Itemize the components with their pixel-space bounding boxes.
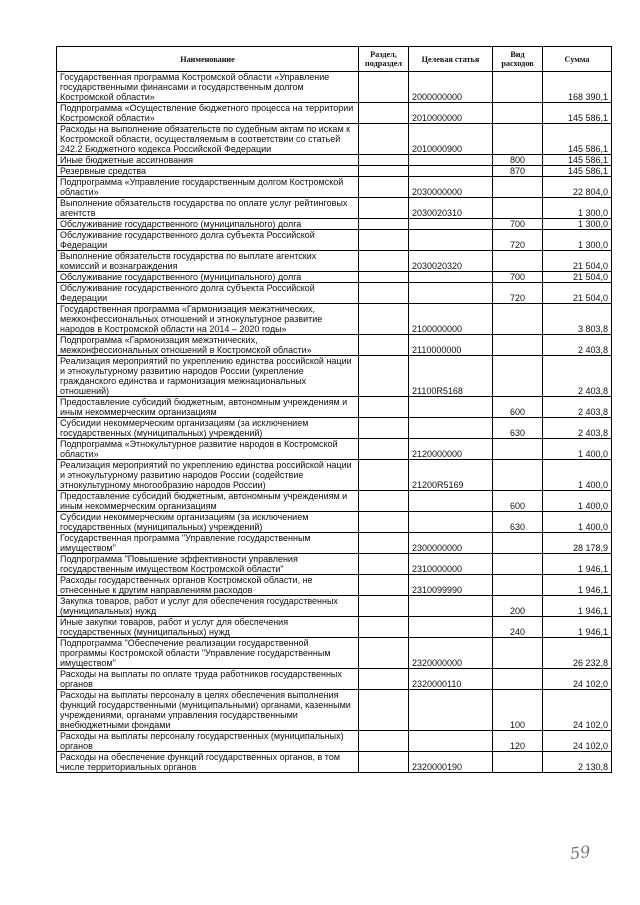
row-target bbox=[409, 418, 493, 439]
header-target: Целевая статья bbox=[409, 47, 493, 72]
row-target: 2320000190 bbox=[409, 752, 493, 773]
table-row bbox=[57, 596, 612, 617]
row-target: 2110000000 bbox=[409, 335, 493, 356]
row-name: Государственная программа "Управление государственным имуществом" bbox=[57, 533, 359, 554]
row-section bbox=[359, 731, 409, 752]
row-sum: 2 403,8 bbox=[543, 335, 612, 356]
row-kind: 700 bbox=[493, 219, 543, 230]
row-name: Расходы государственных органов Костромской области, не отнесенные к другим направлениям расходов bbox=[57, 575, 359, 596]
row-kind bbox=[493, 575, 543, 596]
row-sum: 2 130,8 bbox=[543, 752, 612, 773]
row-sum: 1 300,0 bbox=[543, 198, 612, 219]
row-section bbox=[359, 512, 409, 533]
table-row bbox=[57, 198, 612, 219]
table-row bbox=[57, 124, 612, 155]
row-kind bbox=[493, 752, 543, 773]
row-sum: 1 400,0 bbox=[543, 439, 612, 460]
row-section bbox=[359, 690, 409, 731]
row-name: Обслуживание государственного долга субъекта Российской Федерации bbox=[57, 230, 359, 251]
row-section bbox=[359, 272, 409, 283]
row-section bbox=[359, 575, 409, 596]
table-row bbox=[57, 575, 612, 596]
table-row bbox=[57, 356, 612, 397]
row-kind bbox=[493, 124, 543, 155]
row-name: Выполнение обязательств государства по оплате услуг рейтинговых агентств bbox=[57, 198, 359, 219]
row-sum: 1 946,1 bbox=[543, 575, 612, 596]
row-section bbox=[359, 72, 409, 103]
row-kind bbox=[493, 177, 543, 198]
table-row bbox=[57, 669, 612, 690]
row-sum: 21 504,0 bbox=[543, 251, 612, 272]
row-kind: 720 bbox=[493, 283, 543, 304]
row-sum: 145 586,1 bbox=[543, 155, 612, 166]
row-kind: 200 bbox=[493, 596, 543, 617]
row-kind: 700 bbox=[493, 272, 543, 283]
row-name: Иные закупки товаров, работ и услуг для обеспечения государственных (муниципальных) нужд bbox=[57, 617, 359, 638]
row-target bbox=[409, 596, 493, 617]
row-name: Иные бюджетные ассигнования bbox=[57, 155, 359, 166]
table-row bbox=[57, 251, 612, 272]
table-row bbox=[57, 533, 612, 554]
row-name: Расходы на выплаты по оплате труда работников государственных органов bbox=[57, 669, 359, 690]
table-row bbox=[57, 72, 612, 103]
row-target bbox=[409, 283, 493, 304]
row-target: 2320000000 bbox=[409, 638, 493, 669]
row-section bbox=[359, 418, 409, 439]
row-section bbox=[359, 103, 409, 124]
row-section bbox=[359, 335, 409, 356]
table-body bbox=[57, 72, 612, 773]
header-kind: Вид расходов bbox=[493, 47, 543, 72]
row-target: 2310000000 bbox=[409, 554, 493, 575]
row-target bbox=[409, 166, 493, 177]
table-header-row bbox=[57, 47, 612, 72]
row-target bbox=[409, 690, 493, 731]
row-name: Реализация мероприятий по укреплению единства российской нации и этнокультурному развитию народов России (содействие этнокультурному многообразию народов России) bbox=[57, 460, 359, 491]
table-row bbox=[57, 283, 612, 304]
row-name: Субсидии некоммерческим организациям (за исключением государственных (муниципальных) учреждений) bbox=[57, 418, 359, 439]
row-kind bbox=[493, 251, 543, 272]
row-target: 2000000000 bbox=[409, 72, 493, 103]
row-section bbox=[359, 397, 409, 418]
row-kind bbox=[493, 554, 543, 575]
row-name: Резервные средства bbox=[57, 166, 359, 177]
row-name: Расходы на выплаты персоналу государственных (муниципальных) органов bbox=[57, 731, 359, 752]
table-row bbox=[57, 304, 612, 335]
row-kind bbox=[493, 72, 543, 103]
row-target bbox=[409, 512, 493, 533]
row-kind: 600 bbox=[493, 397, 543, 418]
row-name: Закупка товаров, работ и услуг для обеспечения государственных (муниципальных) нужд bbox=[57, 596, 359, 617]
row-name: Обслуживание государственного (муниципального) долга bbox=[57, 272, 359, 283]
row-target bbox=[409, 397, 493, 418]
handwritten-page-number: 59 bbox=[568, 841, 592, 864]
row-sum: 1 400,0 bbox=[543, 491, 612, 512]
table-row bbox=[57, 512, 612, 533]
row-target bbox=[409, 731, 493, 752]
row-name: Выполнение обязательств государства по выплате агентских комиссий и вознаграждения bbox=[57, 251, 359, 272]
document-page bbox=[56, 46, 611, 773]
row-kind: 240 bbox=[493, 617, 543, 638]
row-target bbox=[409, 230, 493, 251]
row-target: 21100R5168 bbox=[409, 356, 493, 397]
row-section bbox=[359, 251, 409, 272]
row-target: 2120000000 bbox=[409, 439, 493, 460]
row-sum: 168 390,1 bbox=[543, 72, 612, 103]
row-sum: 21 504,0 bbox=[543, 283, 612, 304]
row-section bbox=[359, 304, 409, 335]
row-section bbox=[359, 124, 409, 155]
row-target: 2100000000 bbox=[409, 304, 493, 335]
row-kind: 100 bbox=[493, 690, 543, 731]
table-row bbox=[57, 460, 612, 491]
row-kind: 630 bbox=[493, 512, 543, 533]
table-row bbox=[57, 752, 612, 773]
row-name: Подпрограмма «Управление государственным долгом Костромской области» bbox=[57, 177, 359, 198]
row-section bbox=[359, 219, 409, 230]
row-sum: 1 300,0 bbox=[543, 230, 612, 251]
row-kind: 630 bbox=[493, 418, 543, 439]
row-section bbox=[359, 669, 409, 690]
row-name: Подпрограмма «Гармонизация межэтнических, межконфессиональных отношений в Костромской области» bbox=[57, 335, 359, 356]
row-kind: 120 bbox=[493, 731, 543, 752]
row-kind bbox=[493, 460, 543, 491]
row-name: Предоставление субсидий бюджетным, автономным учреждениям и иным некоммерческим организациям bbox=[57, 397, 359, 418]
row-sum: 2 403,8 bbox=[543, 397, 612, 418]
row-section bbox=[359, 283, 409, 304]
table-row bbox=[57, 731, 612, 752]
table-row bbox=[57, 418, 612, 439]
row-section bbox=[359, 177, 409, 198]
budget-table bbox=[56, 46, 612, 773]
row-name: Подпрограмма «Этнокультурное развитие народов в Костромской области» bbox=[57, 439, 359, 460]
row-kind bbox=[493, 356, 543, 397]
row-section bbox=[359, 554, 409, 575]
row-name: Расходы на выплаты персоналу в целях обеспечения выполнения функций государственными (муниципальными) органами, казенными учреждениями, органами управления государственными внебюджетными фондами bbox=[57, 690, 359, 731]
table-row bbox=[57, 166, 612, 177]
row-sum: 24 102,0 bbox=[543, 690, 612, 731]
row-target: 2010000900 bbox=[409, 124, 493, 155]
row-sum: 3 803,8 bbox=[543, 304, 612, 335]
row-target bbox=[409, 219, 493, 230]
table-row bbox=[57, 617, 612, 638]
row-sum: 145 586,1 bbox=[543, 166, 612, 177]
row-name: Государственная программа «Гармонизация межэтнических, межконфессиональных отношений и этнокультурное развитие народов в Костромской области на 2014 – 2020 годы» bbox=[57, 304, 359, 335]
row-target bbox=[409, 155, 493, 166]
table-row bbox=[57, 638, 612, 669]
row-target: 2310099990 bbox=[409, 575, 493, 596]
row-target: 2300000000 bbox=[409, 533, 493, 554]
row-section bbox=[359, 491, 409, 512]
row-section bbox=[359, 752, 409, 773]
row-target: 2030020310 bbox=[409, 198, 493, 219]
row-kind: 870 bbox=[493, 166, 543, 177]
row-sum: 145 586,1 bbox=[543, 124, 612, 155]
row-name: Подпрограмма «Осуществление бюджетного процесса на территории Костромской области» bbox=[57, 103, 359, 124]
row-kind bbox=[493, 103, 543, 124]
row-kind bbox=[493, 335, 543, 356]
row-kind bbox=[493, 198, 543, 219]
row-kind bbox=[493, 669, 543, 690]
row-sum: 21 504,0 bbox=[543, 272, 612, 283]
row-sum: 24 102,0 bbox=[543, 731, 612, 752]
row-section bbox=[359, 356, 409, 397]
row-sum: 1 300,0 bbox=[543, 219, 612, 230]
table-row bbox=[57, 272, 612, 283]
table-row bbox=[57, 177, 612, 198]
row-section bbox=[359, 617, 409, 638]
table-row bbox=[57, 439, 612, 460]
row-sum: 22 804,0 bbox=[543, 177, 612, 198]
row-target: 2030020320 bbox=[409, 251, 493, 272]
row-kind: 800 bbox=[493, 155, 543, 166]
table-row bbox=[57, 155, 612, 166]
row-sum: 1 946,1 bbox=[543, 554, 612, 575]
table-row bbox=[57, 491, 612, 512]
row-name: Субсидии некоммерческим организациям (за исключением государственных (муниципальных) учреждений) bbox=[57, 512, 359, 533]
row-name: Обслуживание государственного долга субъекта Российской Федерации bbox=[57, 283, 359, 304]
row-kind bbox=[493, 439, 543, 460]
row-name: Обслуживание государственного (муниципального) долга bbox=[57, 219, 359, 230]
row-name: Расходы на обеспечение функций государственных органов, в том числе территориальных органов bbox=[57, 752, 359, 773]
row-section bbox=[359, 439, 409, 460]
row-name: Реализация мероприятий по укреплению единства российской нации и этнокультурному развитию народов России (укрепление гражданского единства и гармонизация межнациональных отношений) bbox=[57, 356, 359, 397]
table-row bbox=[57, 335, 612, 356]
row-name: Расходы на выполнение обязательств по судебным актам по искам к Костромской области, осуществляемым в соответствии со статьей 242.2 Бюджетного кодекса Российской Федерации bbox=[57, 124, 359, 155]
table-row bbox=[57, 103, 612, 124]
row-section bbox=[359, 596, 409, 617]
row-target bbox=[409, 617, 493, 638]
row-sum: 28 178,9 bbox=[543, 533, 612, 554]
row-section bbox=[359, 638, 409, 669]
row-section bbox=[359, 460, 409, 491]
row-sum: 1 946,1 bbox=[543, 617, 612, 638]
table-row bbox=[57, 219, 612, 230]
row-kind bbox=[493, 533, 543, 554]
row-name: Подпрограмма "Обеспечение реализации государственной программы Костромской области "Управление государственным имуществом" bbox=[57, 638, 359, 669]
row-kind bbox=[493, 638, 543, 669]
row-sum: 1 400,0 bbox=[543, 460, 612, 491]
row-name: Подпрограмма "Повышение эффективности управления государственным имуществом Костромской области" bbox=[57, 554, 359, 575]
header-sum: Сумма bbox=[543, 47, 612, 72]
row-name: Предоставление субсидий бюджетным, автономным учреждениям и иным некоммерческим организациям bbox=[57, 491, 359, 512]
row-sum: 1 946,1 bbox=[543, 596, 612, 617]
row-target: 2030000000 bbox=[409, 177, 493, 198]
row-kind: 600 bbox=[493, 491, 543, 512]
row-sum: 2 403,8 bbox=[543, 356, 612, 397]
header-name: Наименование bbox=[57, 47, 359, 72]
row-section bbox=[359, 230, 409, 251]
row-sum: 145 586,1 bbox=[543, 103, 612, 124]
row-kind bbox=[493, 304, 543, 335]
header-section: Раздел, подраздел bbox=[359, 47, 409, 72]
row-sum: 2 403,8 bbox=[543, 418, 612, 439]
row-target: 2320000110 bbox=[409, 669, 493, 690]
row-name: Государственная программа Костромской области «Управление государственными финансами и государственным долгом Костромской области» bbox=[57, 72, 359, 103]
row-kind: 720 bbox=[493, 230, 543, 251]
row-sum: 1 400,0 bbox=[543, 512, 612, 533]
table-row bbox=[57, 397, 612, 418]
row-target bbox=[409, 491, 493, 512]
row-section bbox=[359, 155, 409, 166]
row-section bbox=[359, 166, 409, 177]
row-target: 21200R5169 bbox=[409, 460, 493, 491]
row-sum: 26 232,8 bbox=[543, 638, 612, 669]
row-section bbox=[359, 533, 409, 554]
row-sum: 24 102,0 bbox=[543, 669, 612, 690]
table-row bbox=[57, 554, 612, 575]
row-section bbox=[359, 198, 409, 219]
row-target bbox=[409, 272, 493, 283]
table-row bbox=[57, 690, 612, 731]
row-target: 2010000000 bbox=[409, 103, 493, 124]
table-row bbox=[57, 230, 612, 251]
